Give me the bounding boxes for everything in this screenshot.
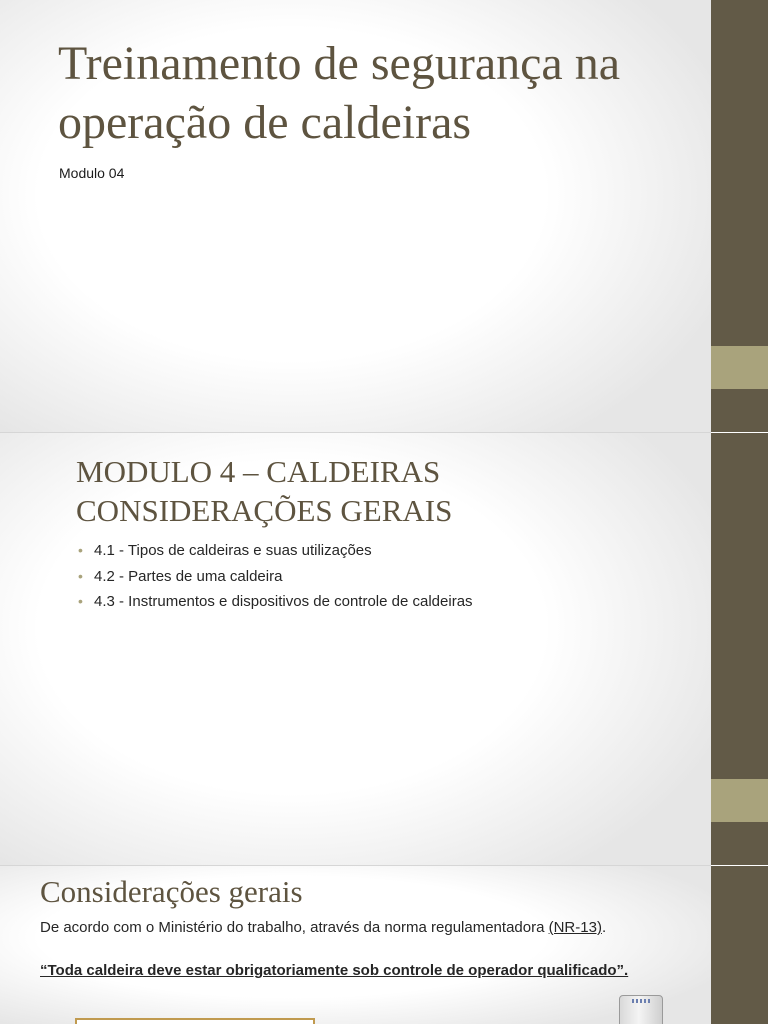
bullet-dot-icon: • xyxy=(78,567,83,584)
slide-1-sidebar-accent xyxy=(711,346,768,389)
bullet-text: 4.3 - Instrumentos e dispositivos de controle de caldeiras xyxy=(94,593,473,610)
slide-3-paragraph xyxy=(40,919,606,936)
list-item xyxy=(78,538,473,564)
slide-2-title: MODULO 4 – CALDEIRAS CONSIDERAÇÕES GERAIS xyxy=(76,454,453,528)
slide-2-bullet-list xyxy=(78,538,473,615)
bullet-dot-icon: • xyxy=(78,593,83,609)
slide-1 xyxy=(0,0,768,432)
paragraph-end: . xyxy=(601,919,607,936)
slide-3-sidebar xyxy=(711,866,768,1024)
bullet-text: 4.1 - Tipos de caldeiras e suas utilizações xyxy=(94,542,372,559)
slide-3-quote: “Toda caldeira deve estar obrigatoriamente sob controle de operador qualificado”. xyxy=(40,962,629,979)
bullet-dot-icon: • xyxy=(78,542,83,558)
paragraph-text: De acordo com o Ministério do trabalho, através da norma regulamentadora xyxy=(40,919,549,936)
boiler-device-icon xyxy=(619,995,663,1024)
list-item xyxy=(78,589,473,615)
nr-13-link[interactable]: (NR-13) xyxy=(548,919,602,936)
slide-3 xyxy=(0,866,768,1024)
slide-2-sidebar-accent xyxy=(711,779,768,822)
slide-1-subtitle: Modulo 04 xyxy=(59,165,125,181)
slide-3-text-box xyxy=(75,1018,315,1024)
device-indicator xyxy=(632,999,650,1003)
slide-3-title: Considerações gerais xyxy=(40,874,303,909)
bullet-text: 4.2 - Partes de uma caldeira xyxy=(94,567,283,585)
list-item xyxy=(78,564,473,590)
slide-2 xyxy=(0,433,768,865)
slide-1-title: Treinamento de segurança na operação de caldeiras xyxy=(58,37,621,149)
